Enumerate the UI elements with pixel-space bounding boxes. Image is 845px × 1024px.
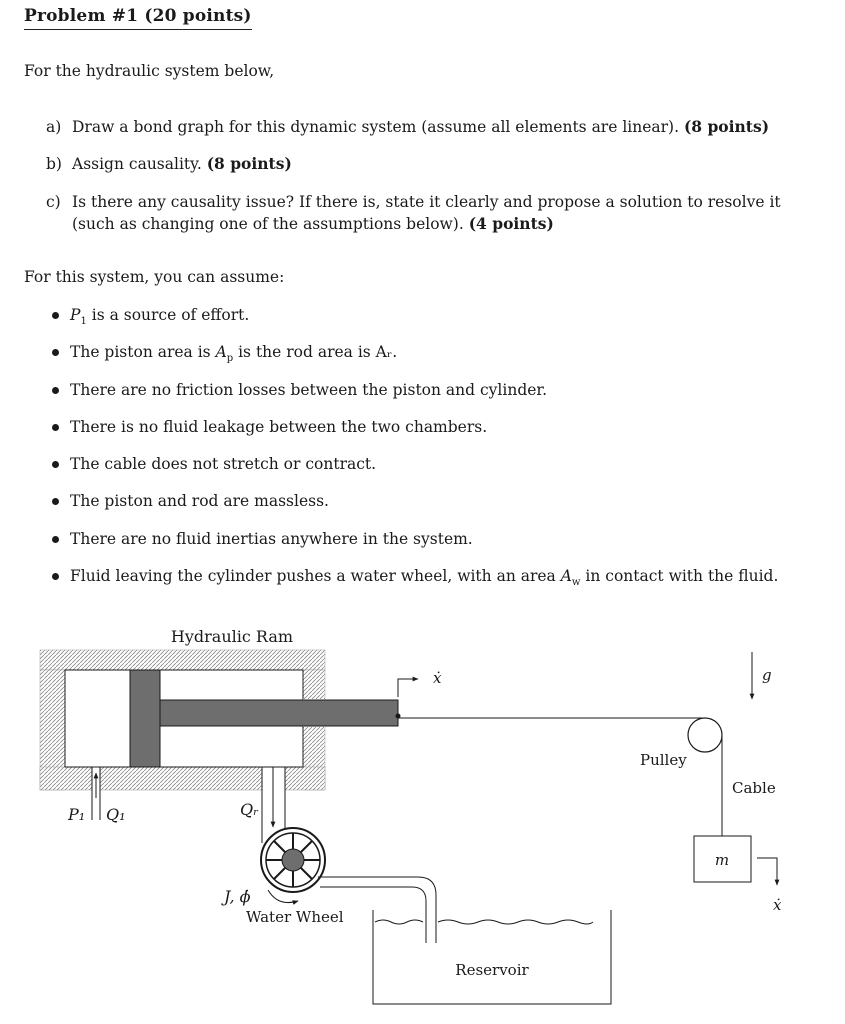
assumption-symbol: P <box>70 306 81 324</box>
question-label: b) <box>46 155 62 173</box>
assumption-text: in contact with the fluid. <box>580 567 779 586</box>
reservoir-label: Reservoir <box>455 961 529 979</box>
assumption-item <box>52 490 778 527</box>
assumption-text: There are no fluid inertias anywhere in the system. <box>70 529 473 548</box>
assumption-symbol: A <box>215 343 227 362</box>
question-text: Assign causality. <box>72 155 202 173</box>
assumption-item <box>52 565 778 602</box>
rod-velocity-label: ẋ <box>433 669 442 687</box>
gravity-label: g <box>762 666 772 684</box>
question-c <box>46 191 816 235</box>
question-points: (8 points) <box>683 117 770 136</box>
p1-label: P₁ <box>68 805 86 824</box>
problem-title: Problem #1 (20 points) <box>24 6 252 30</box>
assumption-symbol: A <box>560 567 572 586</box>
assume-heading: For this system, you can assume: <box>24 268 285 286</box>
assumption-subscript: 1 <box>80 316 87 328</box>
assumption-text: There are no friction losses between the piston and cylinder. <box>70 380 548 399</box>
assumption-subscript: p <box>226 353 234 365</box>
reservoir <box>373 910 611 1004</box>
water-wheel <box>261 828 325 892</box>
question-points: (8 points) <box>206 154 292 173</box>
qr-label: Qᵣ <box>240 800 259 819</box>
question-points: (4 points) <box>468 214 554 233</box>
question-a <box>46 116 816 138</box>
assumption-item <box>52 379 778 416</box>
assumption-list <box>52 304 778 602</box>
question-b <box>46 153 816 175</box>
mass-label: m <box>714 851 730 869</box>
pulley <box>688 718 722 752</box>
q1-label: Q₁ <box>106 805 126 824</box>
assumption-text: The cable does not stretch or contract. <box>70 455 377 474</box>
assumption-text: The piston area is <box>70 343 216 362</box>
assumption-text: is a source of effort. <box>86 306 250 324</box>
question-text: Is there any causality issue? If there is, state it clearly and propose a solution to resolve it <box>72 193 781 211</box>
ram-label: Hydraulic Ram <box>170 627 294 646</box>
question-label: c) <box>46 193 61 211</box>
assumption-item <box>52 341 778 378</box>
wheel-vars-label: J, ϕ̇ <box>224 887 251 906</box>
assumption-item <box>52 416 778 453</box>
assumption-item <box>52 304 778 341</box>
assumption-item <box>52 453 778 490</box>
question-text: Draw a bond graph for this dynamic system (assume all elements are linear). <box>72 118 680 136</box>
question-continuation <box>46 213 816 235</box>
rod-position-arrow <box>398 679 418 697</box>
question-label: a) <box>46 118 62 136</box>
water-wheel-label: Water Wheel <box>246 908 344 926</box>
assumption-subscript: w <box>571 577 581 589</box>
hydraulic-system-diagram <box>0 615 845 1024</box>
question-cont-text: (such as changing one of the assumptions below). <box>72 215 464 233</box>
assumption-text: The piston and rod are massless. <box>70 492 329 511</box>
cable-label: Cable <box>732 779 776 797</box>
assumption-item <box>52 528 778 565</box>
mass-velocity-label: ẋ <box>773 896 782 914</box>
assumption-text: There is no fluid leakage between the two chambers. <box>70 417 488 436</box>
mass-motion-arrow <box>757 858 777 885</box>
pulley-label: Pulley <box>640 751 687 769</box>
assumption-text: is the rod area is Aᵣ. <box>233 343 398 362</box>
intro-text: For the hydraulic system below, <box>24 62 275 80</box>
assumption-text: Fluid leaving the cylinder pushes a water wheel, with an area <box>70 567 561 586</box>
